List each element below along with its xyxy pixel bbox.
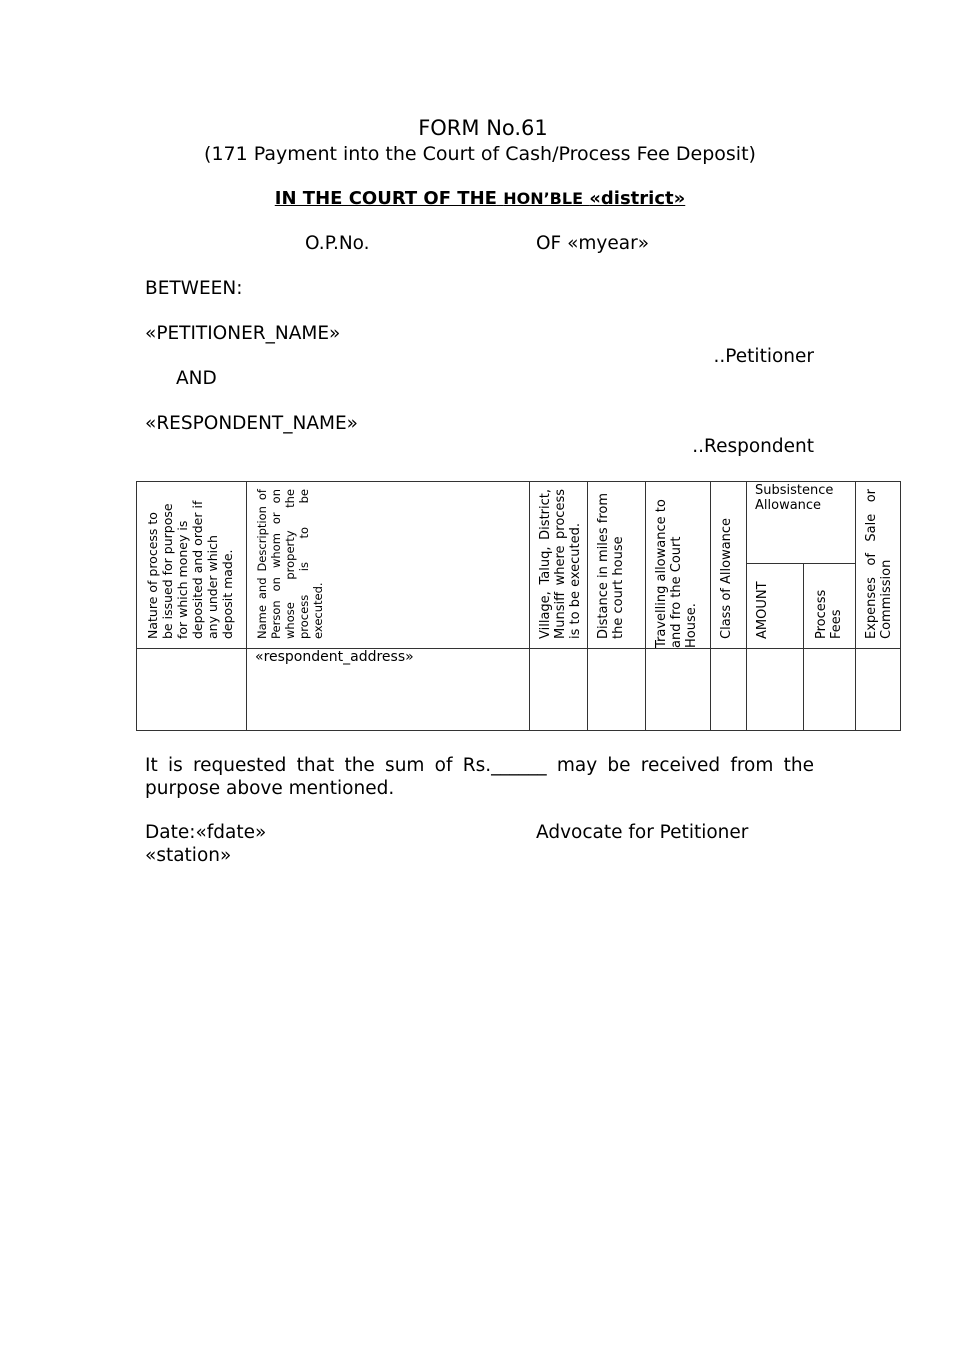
cell-expenses [856, 649, 901, 731]
header-distance: Distance in miles from the court house [588, 482, 646, 649]
station-field: «station» [145, 845, 232, 866]
op-number-label: O.P.No. [305, 233, 370, 254]
between-label: BETWEEN: [145, 278, 243, 299]
header-expenses-sale-commission: Expenses of Sale or Commission [856, 482, 901, 649]
cell-amount [747, 649, 804, 731]
cell-village [530, 649, 588, 731]
header-travelling-allowance: Travelling allowance to and fro the Court House. [646, 482, 711, 649]
cell-respondent-address: «respondent_address» [247, 649, 530, 731]
form-subtitle: (171 Payment into the Court of Cash/Process Fee Deposit) [204, 143, 756, 165]
header-class-of-allowance: Class of Allowance [711, 482, 747, 649]
header-subsistence-allowance: Subsistence Allowance [747, 482, 856, 564]
cell-class [711, 649, 747, 731]
header-name-description: Name and Description of Person on whom or on whose property the process is to be executed. [247, 482, 530, 649]
cell-travelling [646, 649, 711, 731]
respondent-role: ..Respondent [692, 436, 814, 457]
form-number: FORM No.61 [418, 116, 548, 140]
respondent-name: «RESPONDENT_NAME» [145, 413, 358, 434]
date-field: Date:«fdate» [145, 822, 267, 843]
petitioner-name: «PETITIONER_NAME» [145, 323, 341, 344]
cell-process-fees [804, 649, 856, 731]
header-village-taluq: Village, Taluq, District, Munsiff where process is to be executed. [530, 482, 588, 649]
header-nature-of-process: Nature of process to be issued for purpose for which money is deposited and order if any under which deposit made. [137, 482, 247, 649]
court-district: «district» [589, 188, 686, 209]
header-process-fees: Process Fees [804, 564, 856, 649]
cell-nature [137, 649, 247, 731]
court-prefix: IN THE COURT OF THE [274, 188, 497, 209]
process-fee-table [136, 481, 901, 731]
case-year: OF «myear» [536, 233, 650, 254]
cell-distance [588, 649, 646, 731]
court-heading [0, 188, 960, 209]
court-honble: HON’BLE [503, 189, 583, 208]
request-line-1: It is requested that the sum of Rs.______ may be received from the [145, 755, 814, 776]
petitioner-role: ..Petitioner [713, 346, 814, 367]
advocate-signature-label: Advocate for Petitioner [536, 822, 749, 843]
header-amount: AMOUNT [747, 564, 804, 649]
request-line-2: purpose above mentioned. [145, 778, 395, 799]
and-label: AND [176, 368, 217, 389]
